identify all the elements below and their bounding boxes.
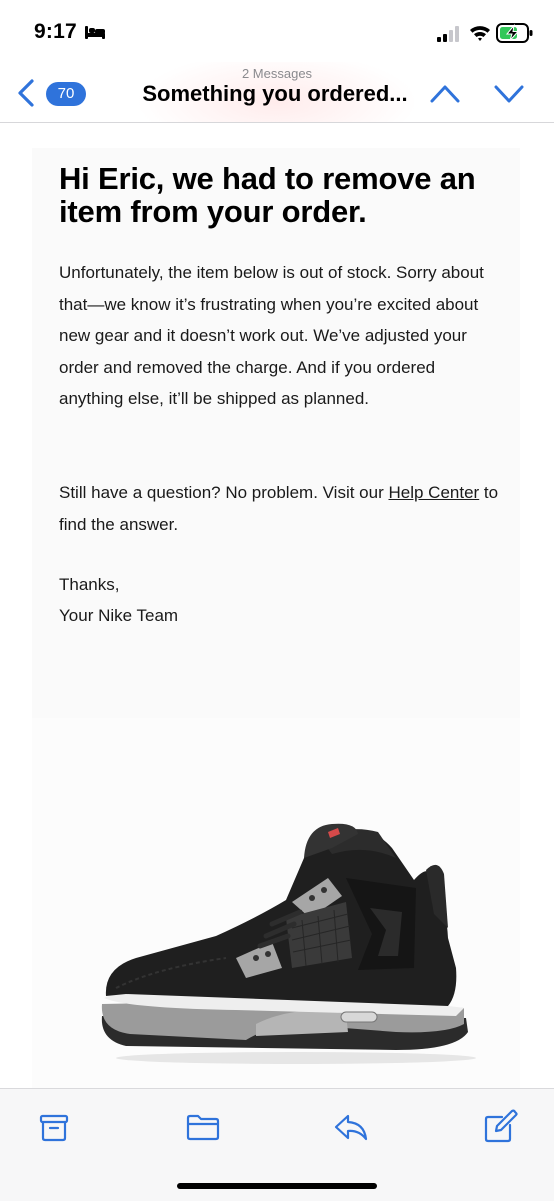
next-message-chevron-down-icon[interactable] bbox=[492, 80, 526, 106]
sneaker-product-image bbox=[96, 818, 476, 1078]
archive-icon[interactable] bbox=[34, 1107, 74, 1147]
status-time: 9:17 bbox=[34, 20, 77, 43]
previous-message-chevron-up-icon[interactable] bbox=[428, 80, 462, 106]
nav-divider bbox=[0, 122, 554, 123]
status-bar bbox=[0, 0, 554, 62]
product-image bbox=[32, 718, 520, 1088]
compose-icon[interactable] bbox=[480, 1107, 520, 1147]
email-heading: Hi Eric, we had to remove an item from your order. bbox=[59, 161, 476, 229]
email-paragraph-out-of-stock: Unfortunately, the item below is out of stock. Sorry about that—we know it’s frustrating when you’re excited about new gear and it doesn’t work out. We’ve adjusted your order and removed the charge. And if you ordered anything else, it’ll be shipped as planned. bbox=[59, 263, 484, 408]
message-count-label: 2 Messages bbox=[241, 66, 313, 81]
email-paragraph-help bbox=[59, 477, 499, 540]
reply-icon[interactable] bbox=[331, 1107, 371, 1147]
wifi-icon bbox=[469, 24, 491, 42]
help-text-after: to find the answer. bbox=[59, 483, 499, 534]
battery-charging-icon bbox=[496, 22, 534, 44]
subject-title-text: Something you ordered... bbox=[142, 81, 408, 106]
sleep-focus-icon bbox=[84, 24, 106, 40]
home-indicator[interactable] bbox=[177, 1183, 377, 1189]
email-signature: Your Nike Team bbox=[59, 606, 179, 625]
unread-count-badge[interactable]: 70 bbox=[46, 82, 86, 106]
help-text-before: Still have a question? No problem. Visit our bbox=[59, 483, 389, 502]
cellular-signal-icon bbox=[437, 26, 461, 42]
folder-icon[interactable] bbox=[183, 1107, 223, 1147]
help-center-link[interactable]: Help Center bbox=[388, 483, 480, 502]
email-body bbox=[32, 148, 520, 718]
message-nav-bar bbox=[0, 62, 554, 122]
bottom-toolbar bbox=[0, 1088, 554, 1201]
subject-title bbox=[0, 81, 554, 107]
email-signoff: Thanks, bbox=[59, 575, 120, 594]
